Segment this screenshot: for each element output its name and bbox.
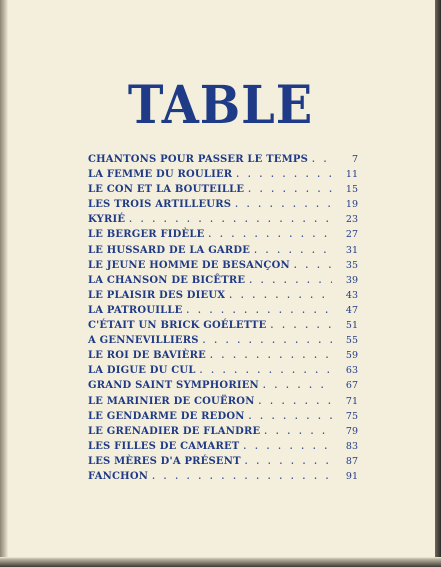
dot-leader: [243, 439, 332, 454]
toc-entry: [88, 439, 358, 454]
toc-entry-page-number: 51: [345, 320, 358, 332]
dot-leader: [200, 363, 332, 378]
toc-entry: [88, 243, 358, 258]
dot-leader: [249, 273, 332, 288]
toc-entry-page-number: 15: [345, 184, 358, 196]
page-gutter-shadow: [0, 0, 8, 567]
toc-entry-page-number: 11: [345, 169, 358, 181]
toc-entry: [88, 318, 358, 333]
toc-entry-title: LES FILLES DE CAMARET: [88, 440, 240, 452]
toc-entry: [88, 303, 358, 318]
toc-entry-title: FANCHON: [88, 470, 149, 482]
toc-entry: [88, 363, 358, 378]
dot-leader: [210, 348, 332, 363]
toc-entry: [88, 394, 358, 409]
toc-entry: [88, 197, 358, 212]
toc-entry: [88, 409, 358, 424]
toc-entry-title: LA DIGUE DU CUL: [88, 365, 196, 377]
toc-entry-title: LE CON ET LA BOUTEILLE: [88, 184, 245, 196]
toc-entry-title: LE ROI DE BAVIÈRE: [88, 350, 206, 362]
dot-leader: [152, 469, 332, 484]
toc-entry-title: CHANTONS POUR PASSER LE TEMPS: [88, 154, 309, 165]
toc-entry-page-number: 43: [345, 289, 358, 301]
toc-entry-title: LE BERGER FIDÈLE: [88, 229, 205, 241]
toc-entry-title: LE MARINIER DE COUËRON: [88, 395, 255, 407]
toc-entry-title: A GENNEVILLIERS: [88, 335, 199, 347]
dot-leader: [249, 409, 332, 424]
toc-entry: [88, 333, 358, 348]
toc-entry-page-number: 71: [345, 395, 358, 407]
toc-entry: [88, 454, 358, 469]
toc-entry: [88, 258, 358, 273]
dot-leader: [236, 167, 332, 182]
toc-entry: [88, 288, 358, 303]
toc-entry: [88, 348, 358, 363]
toc-entry-page-number: 83: [345, 440, 358, 452]
dot-leader: [264, 424, 332, 439]
toc-entry-page-number: 19: [345, 199, 358, 211]
toc-entry-page-number: 27: [345, 229, 358, 241]
toc-entry-page-number: 87: [345, 455, 358, 467]
dot-leader: [229, 288, 332, 303]
toc-entry-title: LES TROIS ARTILLEURS: [88, 199, 232, 211]
toc-entry-page-number: 63: [345, 365, 358, 377]
toc-entry-title: GRAND SAINT SYMPHORIEN: [88, 380, 259, 392]
page-bottom-edge: [0, 557, 441, 567]
toc-entry: [88, 227, 358, 242]
toc-entry: [88, 469, 358, 484]
toc-entry-title: LE PLAISIR DES DIEUX: [88, 289, 226, 301]
page-title: TABLE: [127, 75, 314, 136]
toc-entry-page-number: 59: [345, 350, 358, 362]
page-right-edge: [435, 0, 441, 567]
toc-entry-page-number: 55: [345, 335, 358, 347]
toc-entry: [88, 273, 358, 288]
toc-entry: [88, 152, 358, 167]
toc-entry: [88, 378, 358, 393]
dot-leader: [263, 378, 332, 393]
dot-leader: [186, 303, 332, 318]
toc-entry-page-number: 39: [345, 274, 358, 286]
toc-entry-page-number: 35: [345, 259, 358, 271]
dot-leader: [245, 454, 332, 469]
toc-entry-page-number: 75: [345, 410, 358, 422]
toc-entry: [88, 167, 358, 182]
toc-entry-page-number: 79: [345, 425, 358, 437]
dot-leader: [312, 152, 332, 167]
toc-entry-title: LA FEMME DU ROULIER: [88, 169, 233, 181]
toc-entry-title: LA CHANSON DE BICÊTRE: [88, 274, 246, 286]
toc-entry-title: LES MÈRES D'A PRÉSENT: [88, 455, 241, 467]
dot-leader: [259, 394, 332, 409]
toc-entry-page-number: 23: [345, 214, 358, 226]
toc-entry-title: KYRIÉ: [88, 214, 126, 226]
dot-leader: [248, 182, 332, 197]
toc-entry-title: LA PATROUILLE: [88, 304, 183, 316]
toc-entry-page-number: 47: [345, 304, 358, 316]
toc-entry-page-number: 31: [345, 244, 358, 256]
table-of-contents: [88, 152, 358, 484]
toc-entry-page-number: 91: [345, 470, 358, 482]
toc-entry-title: LE JEUNE HOMME DE BESANÇON: [88, 259, 290, 271]
dot-leader: [129, 212, 332, 227]
toc-entry-page-number: 67: [345, 380, 358, 392]
dot-leader: [254, 243, 332, 258]
toc-entry: [88, 424, 358, 439]
toc-entry-page-number: 7: [351, 154, 358, 165]
dot-leader: [208, 227, 332, 242]
dot-leader: [203, 333, 332, 348]
dot-leader: [294, 258, 332, 273]
dot-leader: [271, 318, 333, 333]
toc-entry: [88, 212, 358, 227]
toc-entry-title: LE GENDARME DE REDON: [88, 410, 245, 422]
toc-entry-title: LE HUSSARD DE LA GARDE: [88, 244, 251, 256]
toc-entry-title: C'ÉTAIT UN BRICK GOÉLETTE: [88, 320, 267, 332]
toc-entry: [88, 182, 358, 197]
toc-entry-title: LE GRENADIER DE FLANDRE: [88, 425, 261, 437]
dot-leader: [235, 197, 332, 212]
